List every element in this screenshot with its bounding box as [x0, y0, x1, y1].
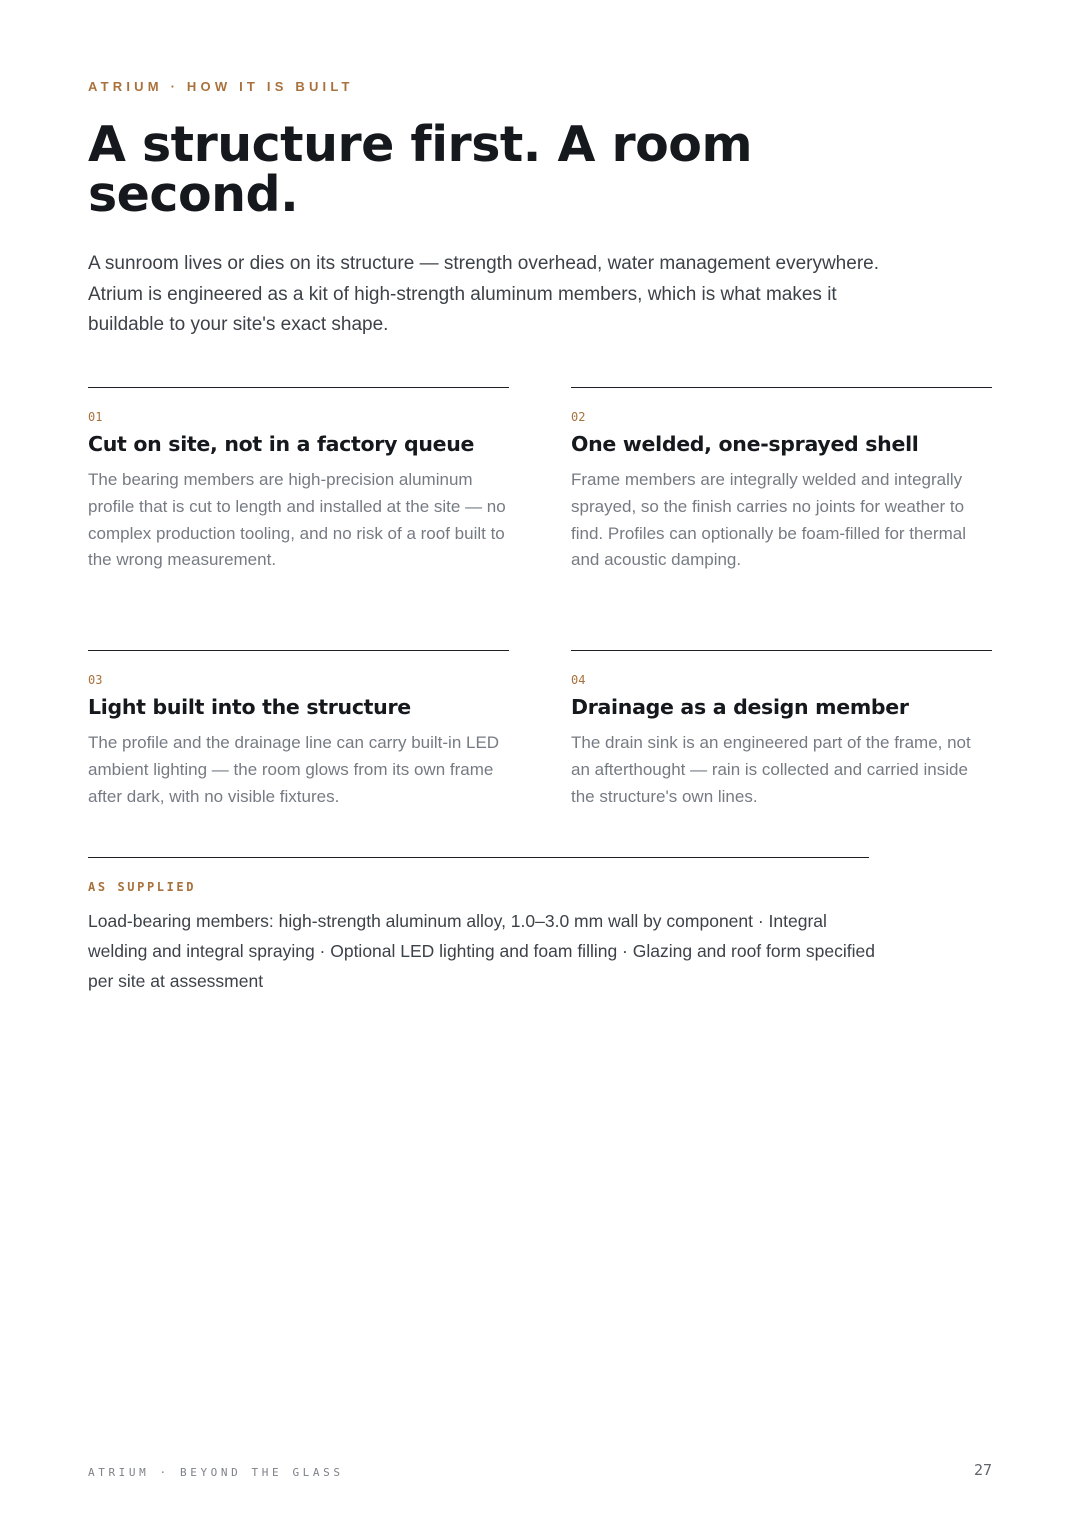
feature-title: Drainage as a design member	[571, 695, 909, 719]
as-supplied-text: Load-bearing members: high-strength aluminum alloy, 1.0–3.0 mm wall by component · Integral welding and integral spraying · Optional LED lighting and foam filling · Glazing and roof form specified per site at assessment	[88, 911, 875, 991]
feature-number: 02	[571, 410, 586, 424]
feature-body: Frame members are integrally welded and integrally sprayed, so the finish carries no joints for weather to find. Profiles can optionally be foam-filled for thermal and acoustic damping.	[571, 470, 966, 570]
footer-running-title: ATRIUM · BEYOND THE GLASS	[88, 1466, 344, 1479]
page-title: A structure first. A room second.	[88, 116, 753, 223]
feature-title: Light built into the structure	[88, 695, 411, 719]
feature-drainage	[571, 650, 992, 806]
feature-number: 03	[88, 673, 103, 687]
feature-number: 04	[571, 673, 586, 687]
feature-welded-shell	[571, 387, 992, 570]
feature-title: One welded, one-sprayed shell	[571, 432, 919, 456]
feature-number: 01	[88, 410, 103, 424]
feature-light-built-in	[88, 650, 509, 806]
as-supplied-section	[88, 857, 875, 991]
feature-title: Cut on site, not in a factory queue	[88, 432, 475, 456]
as-supplied-label: AS SUPPLIED	[88, 880, 197, 894]
feature-body: The profile and the drainage line can carry built-in LED ambient lighting — the room glows from its own frame after dark, with no visible fixtures.	[88, 733, 500, 806]
feature-body: The drain sink is an engineered part of the frame, not an afterthought — rain is collected and carried inside the structure's own lines.	[571, 733, 971, 806]
feature-body: The bearing members are high-precision aluminum profile that is cut to length and installed at the site — no complex production tooling, and no risk of a roof built to the wrong measurement.	[88, 470, 506, 570]
feature-cut-on-site	[88, 387, 509, 570]
page-number: 27	[973, 1461, 992, 1479]
eyebrow: ATRIUM · HOW IT IS BUILT	[88, 79, 354, 94]
lede-paragraph: A sunroom lives or dies on its structure — strength overhead, water management everywhere. Atrium is engineered as a kit of high-strength aluminum members, which is what makes it buildable to your site's exact shape.	[88, 253, 879, 335]
